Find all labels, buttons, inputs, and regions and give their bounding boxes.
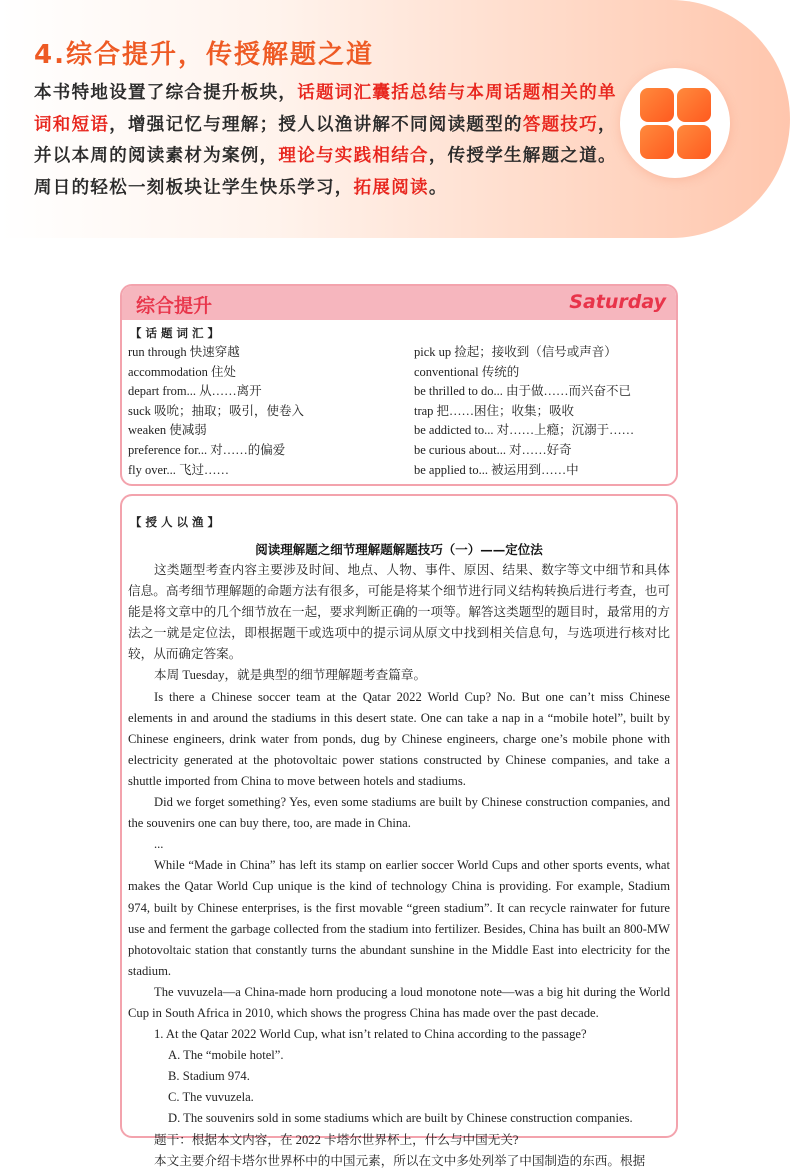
- vocab-item: be addicted to... 对……上瘾；沉溺于……: [414, 423, 635, 438]
- vocab-item: run through 快速穿越: [128, 345, 240, 359]
- vocab-list-right: [414, 343, 678, 480]
- vocab-item: weaken 使减弱: [128, 423, 207, 438]
- vocab-item: depart from... 从……离开: [128, 384, 262, 399]
- grid-square-icon: [640, 125, 674, 159]
- vocab-item: suck 吸吮；抽取；吸引，使卷入: [128, 403, 305, 418]
- vocab-item: be thrilled to do... 由于做……而兴奋不已: [414, 384, 631, 399]
- answer-option: B. Stadium 974.: [168, 1069, 250, 1084]
- reading-panel: [120, 494, 678, 1168]
- banner-text-segment: ，增强记忆与理解；授人以渔讲解不同阅读题型的: [109, 114, 523, 135]
- banner-highlight-text: 拓展阅读: [353, 177, 429, 198]
- banner-text-segment: 本书特地设置了综合提升板块，: [34, 83, 298, 103]
- vocab-panel: [120, 284, 678, 486]
- feature-banner: [0, 0, 790, 238]
- vocab-item: trap 把……困住；收集；吸收: [414, 403, 575, 418]
- reading-body: [128, 560, 670, 1172]
- vocab-item: be applied to... 被运用到……中: [414, 462, 579, 477]
- answer-option: A. The “mobile hotel”.: [168, 1048, 284, 1063]
- banner-text-segment: 。: [428, 177, 448, 198]
- grid-square-icon: [677, 125, 711, 159]
- banner-text-segment: ，传授学生解题之道。周日的轻松一刻板块让学生快乐学习，: [34, 146, 617, 198]
- banner-highlight-text: 答题技巧: [522, 114, 599, 135]
- vocab-item: accommodation 住处: [128, 364, 236, 379]
- four-squares-grid-icon: [620, 68, 730, 178]
- grid-square-icon: [640, 88, 674, 122]
- banner-text-segment: ，并以本周的阅读素材为案例，: [34, 114, 617, 166]
- vocab-header-day: Saturday: [569, 291, 666, 313]
- vocab-section-label: 【 话 题 词 汇 】: [130, 326, 220, 340]
- question: 1. At the Qatar 2022 World Cup, what isn’t related to China according to the passage?: [154, 1027, 587, 1042]
- reading-paragraph: Is there a Chinese soccer team at the Qatar 2022 World Cup? No. But one can’t miss Chinese elements in and around the stadiums in this desert state. One can take a nap in a “mobile hotel”, built by Chinese engineers, drink water from ponds, dug by Chinese engineers, charge one’s mobile phone with electricity generated at the photovoltaic power stations constructed by Chinese companies, and take a shuttle imported from China to move between hotels and stadiums.: [128, 689, 670, 788]
- answer-option: C. The vuvuzela.: [168, 1090, 254, 1105]
- banner-highlight-text: 话题词汇囊括总结与本周话题相关的单词和短语: [34, 83, 617, 135]
- reading-paragraph: While “Made in China” has left its stamp on earlier soccer World Cups and other sports events, what makes the Qatar World Cup unique is the kind of technology China is providing. For example, Stadium 974, built by Chinese enterprises, is the first movable “green stadium”. It can recycle rainwater for future use and ferment the garbage collected from the stadium into fertilizer. Besides, China has built an 800-MW photovoltaic station that constantly turns the abundant sunshine in the Middle East into electricity for the stadium.: [128, 858, 670, 978]
- reading-paragraph: 题干：根据本文内容，在 2022 卡塔尔世界杯上，什么与中国无关?: [154, 1132, 519, 1147]
- answer-option: D. The souvenirs sold in some stadiums which are built by Chinese construction companies.: [168, 1111, 633, 1126]
- banner-description: [34, 78, 619, 204]
- vocab-item: pick up 捡起；接收到（信号或声音）: [414, 345, 617, 359]
- reading-paragraph: 这类题型考查内容主要涉及时间、地点、人物、事件、原因、结果、数字等文中细节和具体信息。高考细节理解题的命题方法有很多，可能是将某个细节进行同义结构转换后进行考查，也可能是将文章中的几个细节放在一起，要求判断正确的一项等。解答这类题型的题目时，最常用的方法之一就是定位法，即根据题干或选项中的提示词从原文中找到相关信息句，与选项进行核对比较，从而确定答案。: [128, 563, 670, 662]
- reading-paragraph: Did we forget something? Yes, even some stadiums are built by Chinese construction companies, and the souvenirs one can buy there, too, are made in China.: [128, 795, 670, 831]
- reading-title: 阅读理解题之细节理解题解题技巧（一）——定位法: [255, 542, 543, 557]
- reading-paragraph: 本周 Tuesday，就是典型的细节理解题考查篇章。: [154, 668, 427, 683]
- vocab-item: fly over... 飞过……: [128, 462, 230, 477]
- reading-paragraph: 本文主要介绍卡塔尔世界杯中的中国元素，所以在文中多处列举了中国制造的东西。根据: [154, 1153, 646, 1168]
- vocab-item: be curious about... 对……好奇: [414, 442, 572, 457]
- vocab-header-title: 综合提升: [136, 295, 213, 317]
- vocab-item: preference for... 对……的偏爱: [128, 442, 286, 457]
- banner-title: 4.综合提升，传授解题之道: [34, 40, 374, 70]
- vocab-list-left: [128, 343, 398, 480]
- reading-paragraph: ...: [154, 837, 164, 852]
- reading-paragraph: The vuvuzela—a China-made horn producing a loud monotone note—was a big hit during the World Cup in South Africa in 2010, which shows the progress China has made over the past decade.: [128, 984, 670, 1020]
- reading-section-label: 【 授 人 以 渔 】: [130, 515, 220, 529]
- grid-square-icon: [677, 88, 711, 122]
- banner-highlight-text: 理论与实践相结合: [278, 146, 429, 166]
- vocab-item: conventional 传统的: [414, 364, 520, 379]
- vocab-header: [122, 286, 676, 320]
